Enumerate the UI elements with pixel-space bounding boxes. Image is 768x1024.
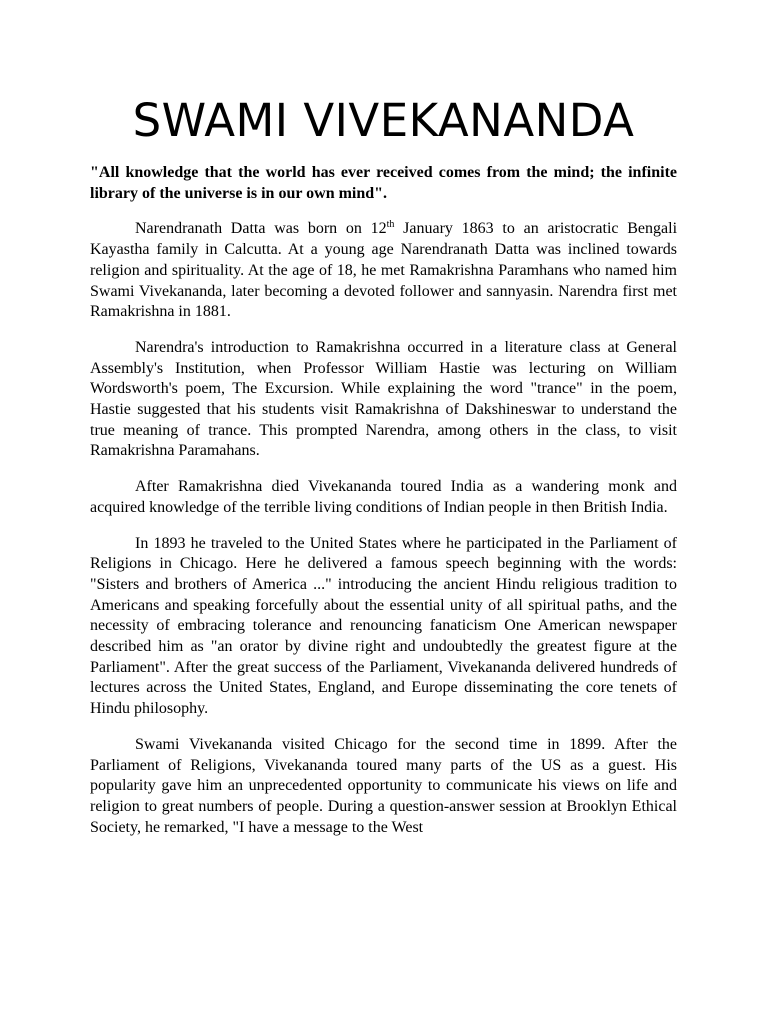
paragraph-parliament: In 1893 he traveled to the United States where he participated in the Parliament of Religions in Chicago. Here he delivered a famous speech beginning with the words: "Sisters and brothers of America ..." introducing the ancient Hindu religious tradition to Americans and speaking forcefully about the essential unity of all spiritual paths, and the necessity of embracing tolerance and renouncing fanaticism One American newspaper described him as "an orator by divine right and undoubtedly the greatest figure at the Parliament". After the great success of the Parliament, Vivekananda delivered hundreds of lectures across the United States, England, and Europe disseminating the core tenets of Hindu philosophy.: [90, 534, 677, 718]
document-page: [90, 0, 677, 838]
document-title: SWAMI VIVEKANANDA: [132, 94, 635, 147]
paragraph-birth: [90, 219, 677, 323]
paragraph-birth-text-b: January 1863 to an aristocratic Bengali Kayastha family in Calcutta. At a young age Narendranath Datta was inclined towards religion and spirituality. At the age of 18, he met Ramakrishna Paramhans who named him Swami Vivekananda, later becoming a devoted follower and sannyasin. Narendra first met Ramakrishna in 1881.: [90, 220, 678, 321]
paragraph-second-visit: Swami Vivekananda visited Chicago for the second time in 1899. After the Parliament of Religions, Vivekananda toured many parts of the US as a guest. His popularity gave him an unprecedented opportunity to communicate his views on life and religion to great numbers of people. During a question-answer session at Brooklyn Ethical Society, he remarked, "I have a message to the West: [90, 735, 677, 836]
opening-quote: "All knowledge that the world has ever received comes from the mind; the infinite library of the universe is in our own mind".: [90, 164, 677, 202]
paragraph-birth-text-a: Narendranath Datta was born on 12: [135, 220, 387, 238]
paragraph-introduction: Narendra's introduction to Ramakrishna occurred in a literature class at General Assembly's Institution, when Professor William Hastie was lecturing on William Wordsworth's poem, The Excursion. While explaining the word "trance" in the poem, Hastie suggested that his students visit Ramakrishna of Dakshineswar to understand the true meaning of trance. This prompted Narendra, among others in the class, to visit Ramakrishna Paramahans.: [90, 338, 677, 460]
ordinal-superscript: th: [386, 219, 395, 231]
paragraph-wandering-monk: After Ramakrishna died Vivekananda toured India as a wandering monk and acquired knowledge of the terrible living conditions of Indian people in then British India.: [90, 478, 677, 516]
